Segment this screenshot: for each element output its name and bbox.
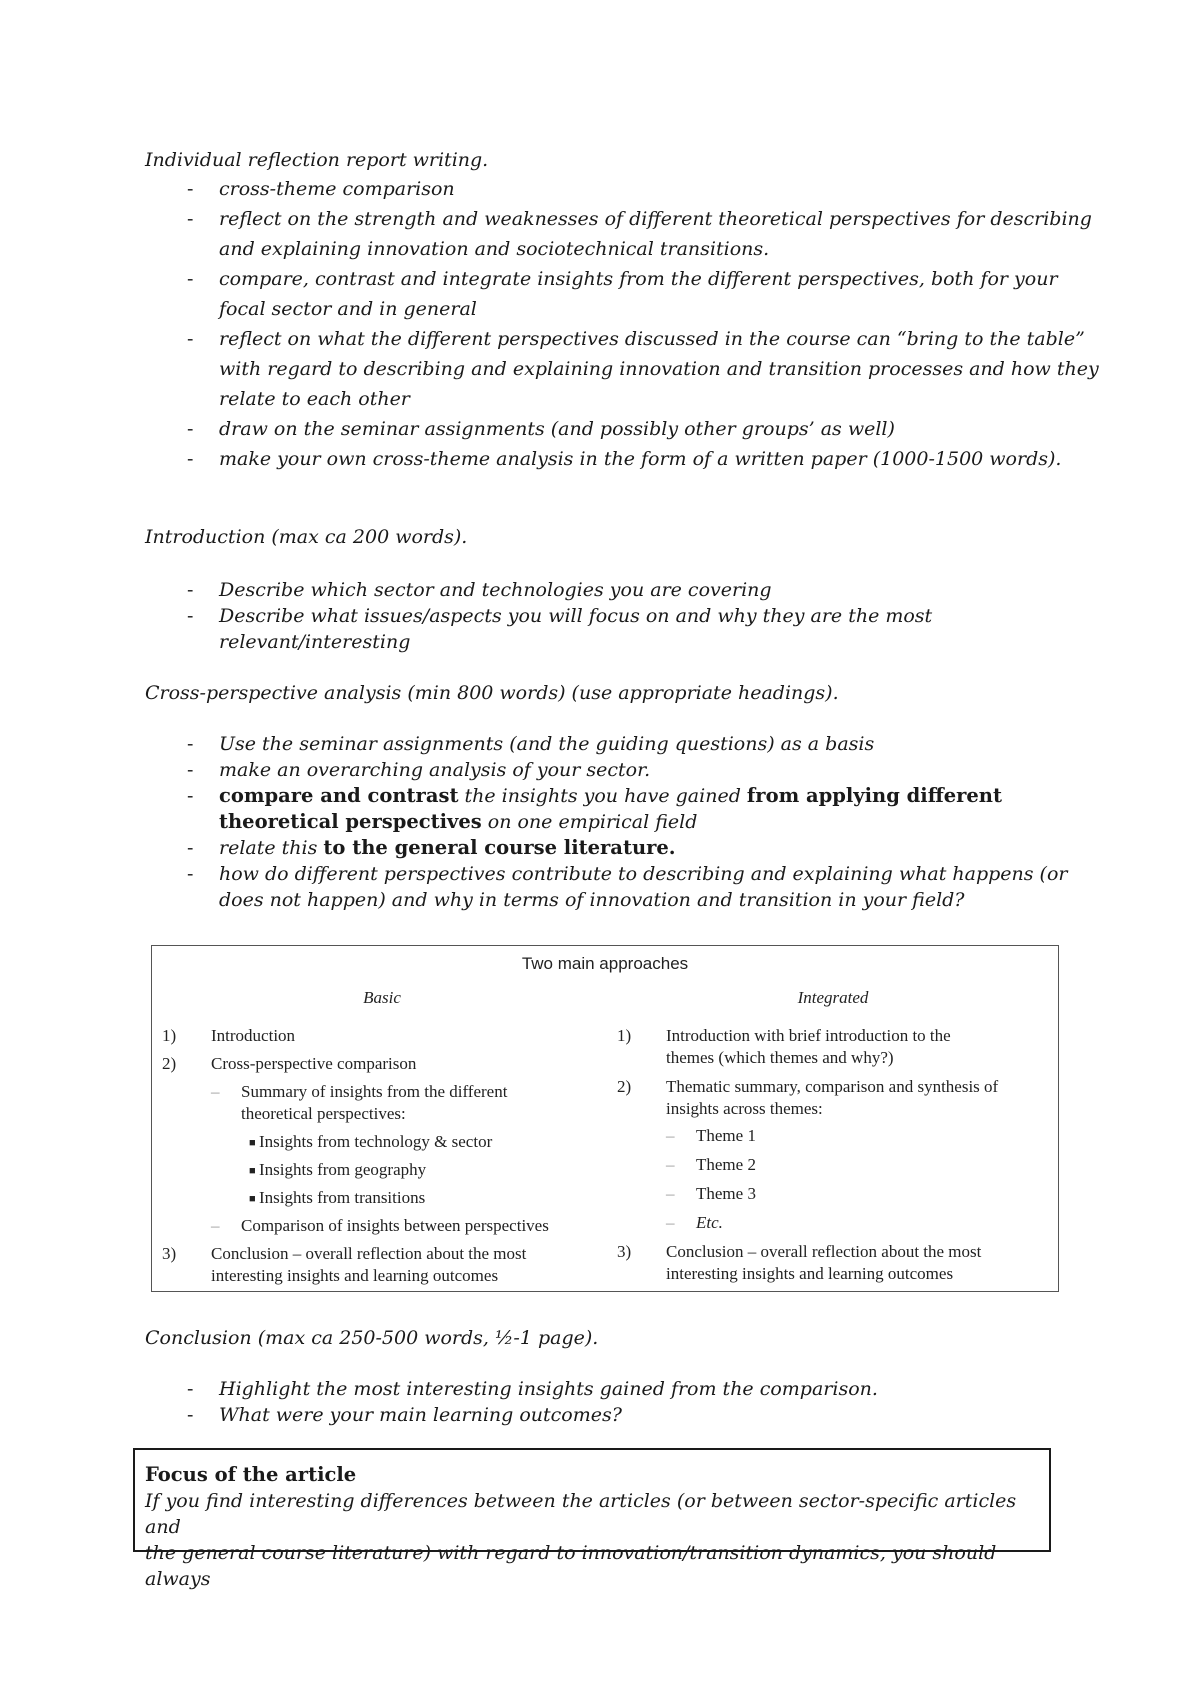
list-item: – Etc.	[666, 1213, 723, 1232]
list-item: – Theme 1	[666, 1126, 756, 1145]
list-item-continued: interesting insights and learning outcomes	[666, 1264, 954, 1283]
cross-perspective-heading: Cross-perspective analysis (min 800 words) (use appropriate headings).	[145, 682, 839, 704]
focus-text-line: the general course literature) with regard to innovation/transition dynamics, you should always	[145, 1542, 997, 1590]
list-item: – Theme 3	[666, 1184, 756, 1203]
list-item: - reflect on what the different perspectives discussed in the course can “bring to the table”	[187, 328, 1085, 350]
list-item-continued: relevant/interesting	[219, 631, 411, 653]
list-item: - Describe which sector and technologies you are covering	[187, 579, 772, 601]
approaches-title: Two main approaches	[521, 954, 689, 973]
list-item: - cross-theme comparison	[187, 178, 455, 200]
list-item: ■ Insights from geography	[249, 1160, 427, 1179]
list-item: - make your own cross-theme analysis in the form of a written paper (1000-1500 words).	[187, 448, 1062, 470]
list-item-continued: with regard to describing and explaining innovation and transition processes and how they	[219, 358, 1099, 380]
list-item: - Use the seminar assignments (and the guiding questions) as a basis	[187, 733, 875, 755]
list-item-continued: interesting insights and learning outcomes	[211, 1266, 499, 1285]
list-item-continued: insights across themes:	[666, 1099, 823, 1118]
introduction-bullet-list	[145, 577, 932, 655]
list-item-continued: theoretical perspectives on one empirical field	[219, 810, 698, 833]
list-item-continued: relate to each other	[219, 388, 410, 410]
integrated-column-label: Integrated	[797, 988, 869, 1007]
report-bullet-list	[145, 174, 1099, 474]
list-item: – Theme 2	[666, 1155, 756, 1174]
list-item: - compare, contrast and integrate insights from the different perspectives, both for your	[187, 268, 1058, 290]
list-item-continued: themes (which themes and why?)	[666, 1048, 894, 1067]
list-item: - Describe what issues/aspects you will focus on and why they are the most	[187, 605, 933, 627]
list-item: 1) Introduction with brief introduction to the	[617, 1026, 951, 1045]
focus-text-line: If you find interesting differences between the articles (or between sector-specific articles and	[145, 1490, 1017, 1538]
list-item: 2) Thematic summary, comparison and synthesis of	[617, 1077, 999, 1096]
conclusion-heading: Conclusion (max ca 250-500 words, ½-1 page).	[145, 1327, 599, 1349]
focus-title: Focus of the article	[145, 1463, 357, 1486]
list-item: 2) Cross-perspective comparison	[162, 1054, 417, 1073]
list-item: 3) Conclusion – overall reflection about the most	[617, 1242, 982, 1261]
list-item: - how do different perspectives contribute to describing and explaining what happens (or	[187, 863, 1068, 885]
list-item: ■ Insights from technology & sector	[249, 1132, 493, 1151]
list-item-continued: and explaining innovation and sociotechnical transitions.	[219, 238, 770, 260]
integrated-outline	[617, 1025, 1057, 1285]
list-item: - compare and contrast the insights you have gained from applying different	[187, 784, 1002, 807]
list-item: 3) Conclusion – overall reflection about the most	[162, 1244, 527, 1263]
basic-column-label: Basic	[363, 988, 401, 1007]
list-item: - Highlight the most interesting insights gained from the comparison.	[187, 1378, 878, 1400]
list-item-continued: theoretical perspectives:	[241, 1104, 406, 1123]
basic-outline	[162, 1025, 612, 1287]
list-item: – Comparison of insights between perspectives	[211, 1216, 549, 1235]
list-item-continued: focal sector and in general	[219, 298, 477, 320]
list-item: ■ Insights from transitions	[249, 1188, 426, 1207]
list-item: - What were your main learning outcomes?	[187, 1404, 622, 1426]
list-item: - relate this to the general course literature.	[187, 836, 676, 859]
list-item-continued: does not happen) and why in terms of innovation and transition in your field?	[219, 889, 965, 911]
conclusion-bullet-list	[145, 1376, 878, 1428]
focus-box	[133, 1448, 1051, 1590]
cross-perspective-bullet-list	[145, 731, 1067, 913]
list-item: - make an overarching analysis of your sector.	[187, 759, 651, 781]
list-item: - draw on the seminar assignments (and possibly other groups’ as well)	[187, 418, 895, 440]
list-item: – Summary of insights from the different	[211, 1082, 508, 1101]
approaches-figure	[151, 945, 1059, 1292]
list-item: - reflect on the strength and weaknesses of different theoretical perspectives for describing	[187, 208, 1092, 230]
introduction-heading: Introduction (max ca 200 words).	[145, 526, 468, 548]
report-heading: Individual reflection report writing.	[145, 149, 489, 171]
list-item: 1) Introduction	[162, 1026, 296, 1045]
